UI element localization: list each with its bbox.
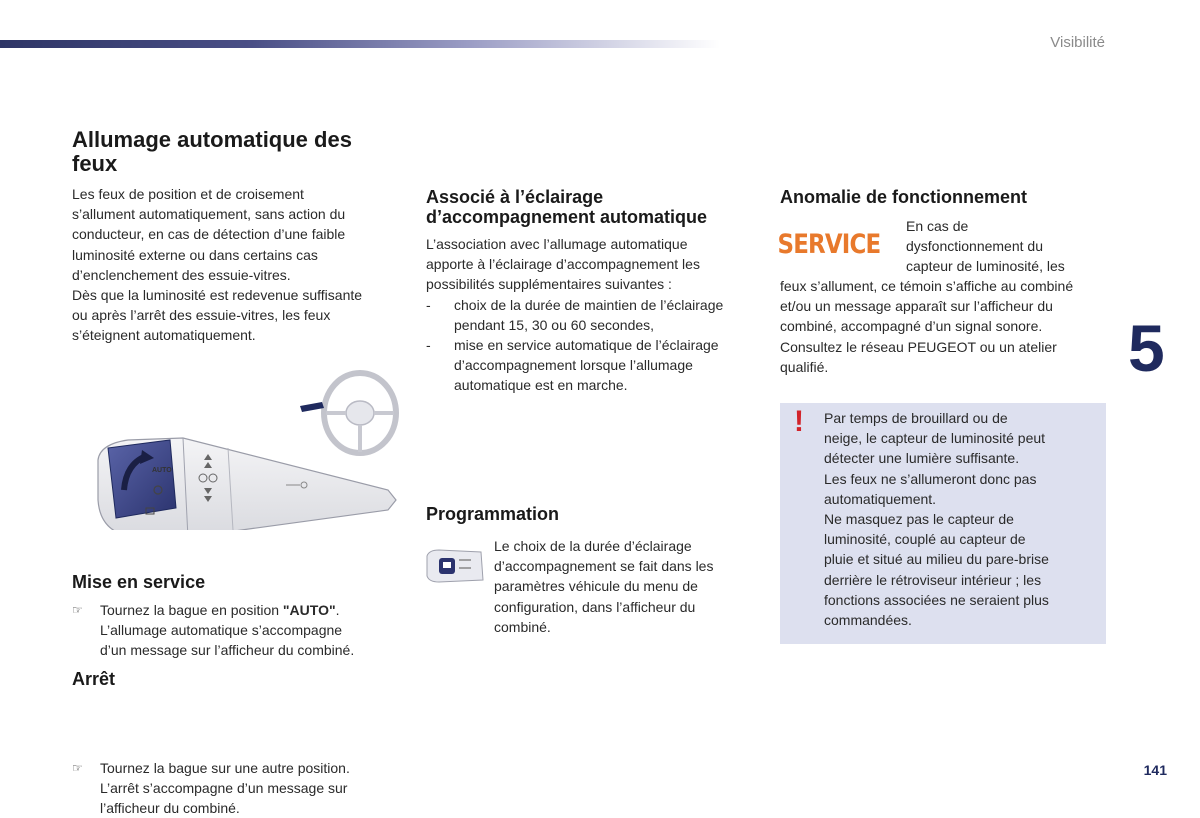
text-line: fonctions associées ne seraient plus (824, 591, 1049, 608)
auto-label: AUTO (152, 467, 172, 474)
programmation-text (494, 536, 754, 637)
list-item: - choix de la durée de maintien de l’éclairage pendant 15, 30 ou 60 secondes, (426, 295, 761, 335)
associe-heading (426, 187, 766, 227)
text-line: Les feux ne s’allumeront donc pas (824, 470, 1037, 487)
mise-en-service-instruction (72, 600, 422, 661)
chapter-number: 5 (1128, 311, 1165, 385)
text-line: et/ou un message apparaît sur l’afficheur du (780, 298, 1053, 315)
arret-heading: Arrêt (72, 669, 116, 689)
text-line: Le choix de la durée d’éclairage (494, 538, 692, 554)
heading-line: d’accompagnement automatique (426, 207, 708, 227)
section-title: Visibilité (1050, 34, 1105, 51)
text-line: neige, le capteur de luminosité peut (824, 430, 1046, 447)
service-warning-icon: SERVICE (777, 228, 881, 260)
text-line: conducteur, en cas de détection d’une faible (72, 226, 346, 243)
text-line: s’éteignent automatiquement. (72, 327, 256, 344)
text-line: paramètres véhicule du menu de (494, 578, 698, 595)
text-line: Ne masquez pas le capteur de (824, 511, 1014, 528)
text-line: d’accompagnement se fait dans les (494, 558, 714, 575)
text-line: L’allumage automatique s’accompagne (100, 622, 343, 639)
warning-box (780, 403, 1106, 644)
text-line: luminosité, couplé au capteur de (824, 531, 1026, 548)
dashboard-button-icon (425, 548, 485, 584)
text-line: apporte à l’éclairage d’accompagnement les (426, 256, 700, 273)
auto-position: "AUTO" (282, 602, 336, 618)
text-line: Consultez le réseau PEUGEOT ou un atelier (780, 338, 1057, 355)
text-line: automatique est en marche. (454, 377, 628, 394)
text-line: combiné, accompagné d’un signal sonore. (780, 318, 1043, 335)
text-line: commandées. (824, 612, 912, 629)
warning-icon: ! (794, 405, 804, 438)
text-line: ou après l’arrêt des essuie-vitres, les feux (72, 307, 331, 324)
header-gradient-bar (0, 40, 720, 48)
intro-paragraph (72, 184, 392, 346)
text-line: En cas de (906, 218, 969, 234)
list-item: - mise en service automatique de l’éclairage d’accompagnement lorsque l’allumage automatique est en marche. (426, 335, 761, 396)
text-line: choix de la durée de maintien de l’éclairage (454, 296, 724, 313)
text-line: possibilités supplémentaires suivantes : (426, 276, 672, 293)
text-line: d’enclenchement des essuie-vitres. (72, 266, 291, 283)
hand-pointer-icon: ☞ (72, 760, 83, 775)
mise-en-service-heading: Mise en service (72, 572, 206, 592)
anomalie-side-text (906, 216, 1106, 277)
page-number: 141 (1143, 762, 1167, 778)
text-line: mise en service automatique de l’éclairage (454, 337, 719, 354)
text-line: Les feux de position et de croisement (72, 186, 304, 202)
anomalie-text (780, 276, 1110, 377)
text-line: pendant 15, 30 ou 60 secondes, (454, 316, 655, 333)
text-line: Par temps de brouillard ou de (824, 410, 1008, 426)
text-line: L’association avec l’allumage automatique (426, 236, 688, 252)
text-line: l’afficheur du combiné. (100, 800, 240, 817)
warning-text (824, 408, 1094, 630)
text-line: dysfonctionnement du (906, 238, 1043, 255)
heading-line: Associé à l’éclairage (426, 187, 604, 207)
text-line: derrière le rétroviseur intérieur ; les (824, 571, 1042, 588)
text-line: capteur de luminosité, les (906, 258, 1065, 275)
text-line: s’allument automatiquement, sans action du (72, 206, 346, 223)
main-heading: Allumage automatique des feux (72, 127, 352, 176)
hand-pointer-icon: ☞ (72, 603, 83, 617)
text-line: feux s’allument, ce témoin s’affiche au combiné (780, 278, 1074, 294)
associe-intro (426, 234, 761, 396)
text-line: automatiquement. (824, 490, 937, 507)
text-line: Tournez la bague sur une autre position. (100, 759, 350, 776)
text-line: détecter une lumière suffisante. (824, 450, 1020, 467)
arret-instruction (72, 758, 422, 818)
text-line: luminosité externe ou dans certains cas (72, 246, 318, 263)
text-line: configuration, dans l’afficheur du (494, 598, 696, 615)
programmation-heading: Programmation (426, 504, 560, 524)
text-line: d’accompagnement lorsque l’allumage (454, 357, 693, 374)
text-line: pluie et situé au milieu du pare-brise (824, 551, 1049, 568)
text-line: Tournez la bague en position "AUTO". (100, 602, 340, 618)
options-list (426, 295, 761, 396)
text-line: L’arrêt s’accompagne d’un message sur (100, 779, 348, 796)
anomalie-heading: Anomalie de fonctionnement (780, 187, 1028, 207)
text-line: d’un message sur l’afficheur du combiné. (100, 642, 355, 659)
text-line: combiné. (494, 618, 551, 635)
steering-wheel-illustration (300, 368, 400, 458)
text-line: Dès que la luminosité est redevenue suffisante (72, 287, 363, 304)
text-line: qualifié. (780, 358, 829, 375)
